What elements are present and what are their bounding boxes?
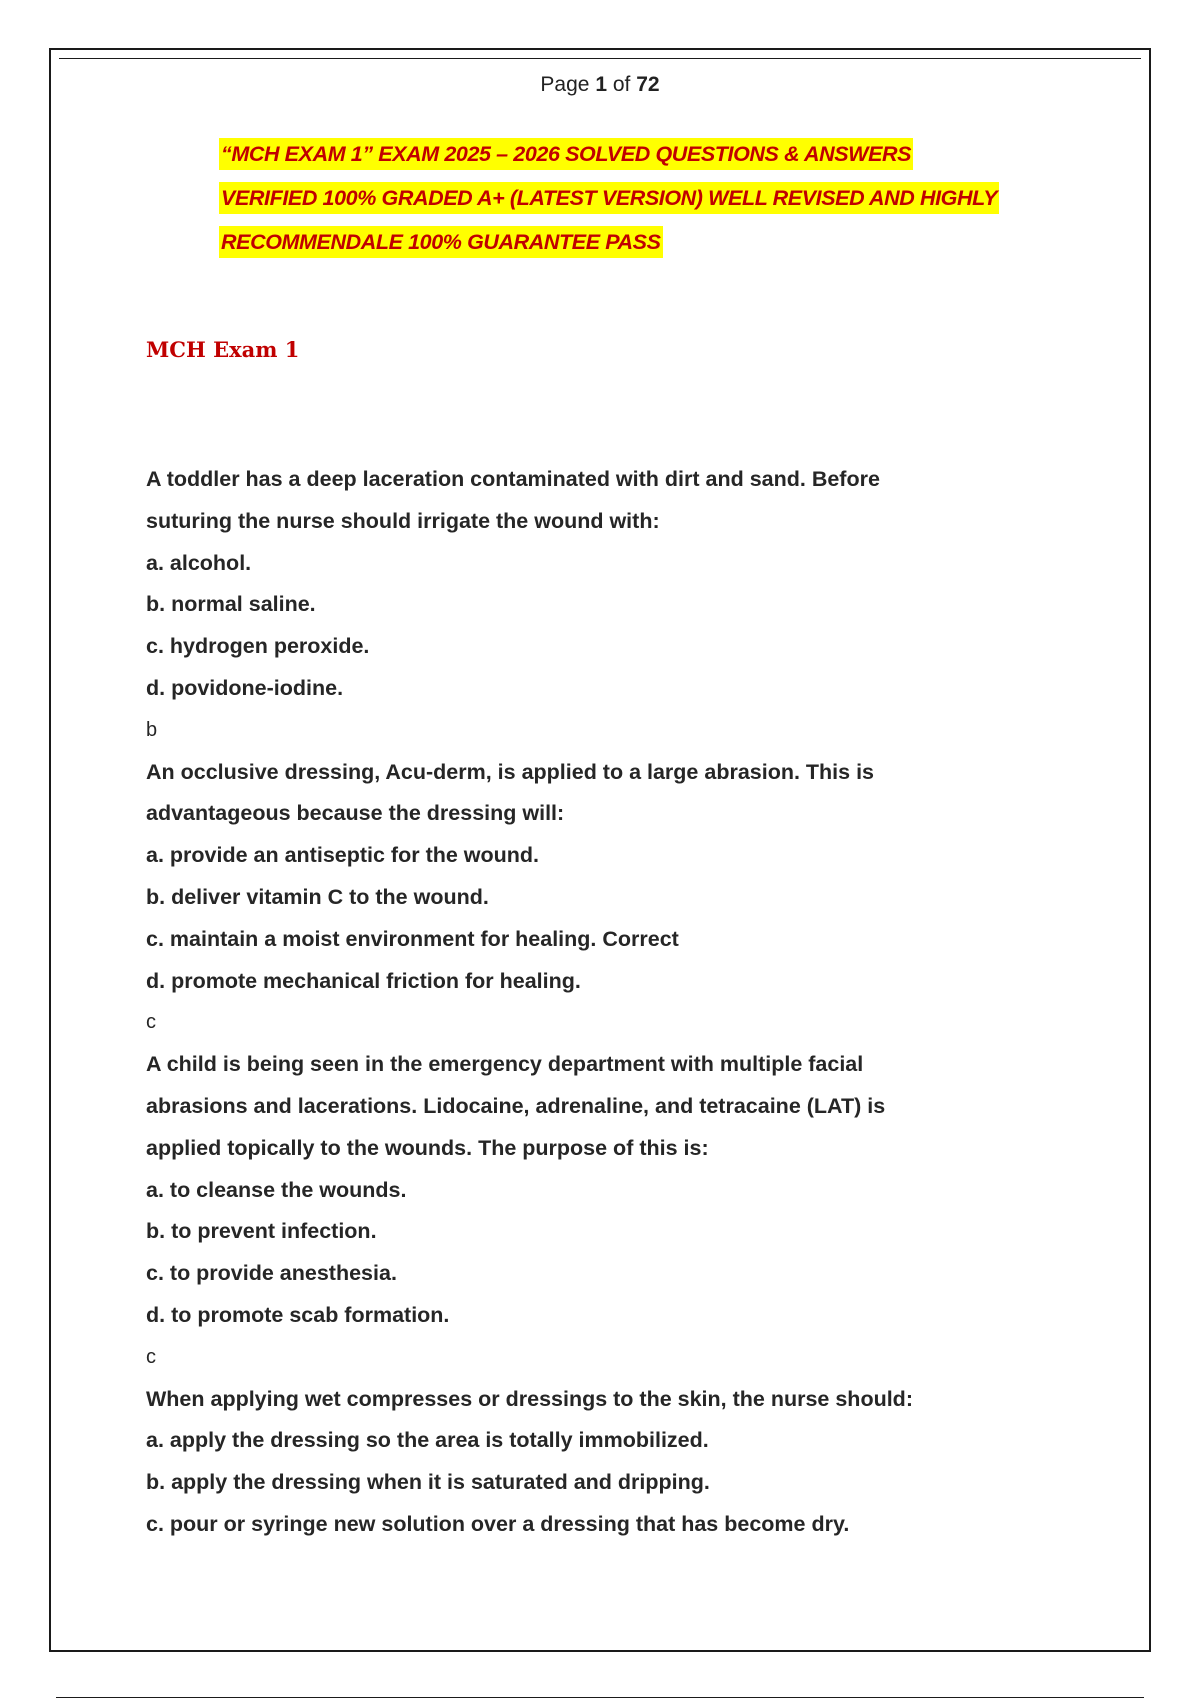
title-banner bbox=[219, 132, 1119, 264]
correct-answer: c bbox=[146, 1345, 156, 1368]
answer-option: b. apply the dressing when it is saturated and dripping. bbox=[146, 1470, 710, 1495]
banner-line bbox=[219, 220, 1119, 264]
banner-line-text: VERIFIED 100% GRADED A+ (LATEST VERSION) WELL REVISED AND HIGHLY bbox=[219, 182, 999, 214]
page-total: 72 bbox=[636, 73, 660, 96]
question-stem-line: applied topically to the wounds. The purpose of this is: bbox=[146, 1135, 709, 1160]
answer-option: d. to promote scab formation. bbox=[146, 1302, 450, 1327]
banner-line bbox=[219, 132, 1119, 176]
page-number bbox=[51, 73, 1149, 97]
question-stem-line: suturing the nurse should irrigate the wound with: bbox=[146, 508, 660, 533]
answer-option: c. pour or syringe new solution over a dressing that has become dry. bbox=[146, 1511, 850, 1536]
page-of: of bbox=[612, 73, 631, 96]
answer-option: b. to prevent infection. bbox=[146, 1219, 377, 1244]
answer-option: a. apply the dressing so the area is totally immobilized. bbox=[146, 1428, 709, 1453]
correct-answer: c bbox=[146, 1011, 156, 1034]
answer-option: a. alcohol. bbox=[146, 550, 252, 575]
correct-answer: b bbox=[146, 718, 158, 741]
page-current: 1 bbox=[595, 73, 607, 96]
page-prefix: Page bbox=[540, 73, 590, 96]
page-frame bbox=[49, 48, 1151, 1652]
frame-top-rule bbox=[59, 58, 1141, 59]
question-stem-line: An occlusive dressing, Acu-derm, is applied to a large abrasion. This is bbox=[146, 759, 875, 784]
answer-option: b. normal saline. bbox=[146, 592, 316, 617]
question-list bbox=[146, 459, 1106, 1546]
next-page-top-rule bbox=[56, 1697, 1144, 1698]
banner-line bbox=[219, 176, 1119, 220]
answer-option: a. to cleanse the wounds. bbox=[146, 1177, 407, 1202]
banner-line-text: “MCH EXAM 1” EXAM 2025 – 2026 SOLVED QUESTIONS & ANSWERS bbox=[219, 138, 913, 170]
answer-option: c. maintain a moist environment for healing. Correct bbox=[146, 926, 679, 951]
question-stem-line: abrasions and lacerations. Lidocaine, adrenaline, and tetracaine (LAT) is bbox=[146, 1093, 886, 1118]
answer-option: a. provide an antiseptic for the wound. bbox=[146, 843, 540, 868]
question-stem-line: A child is being seen in the emergency department with multiple facial bbox=[146, 1052, 864, 1077]
answer-option: c. to provide anesthesia. bbox=[146, 1261, 397, 1286]
answer-option: b. deliver vitamin C to the wound. bbox=[146, 884, 489, 909]
question-stem-line: When applying wet compresses or dressings to the skin, the nurse should: bbox=[146, 1386, 913, 1411]
answer-option: d. povidone-iodine. bbox=[146, 675, 344, 700]
question-stem-line: A toddler has a deep laceration contaminated with dirt and sand. Before bbox=[146, 467, 880, 491]
banner-line-text: RECOMMENDALE 100% GUARANTEE PASS bbox=[219, 226, 663, 258]
question-stem-line: advantageous because the dressing will: bbox=[146, 801, 565, 826]
answer-option: d. promote mechanical friction for healing. bbox=[146, 968, 581, 993]
answer-option: c. hydrogen peroxide. bbox=[146, 634, 370, 659]
subject-title: MCH Exam 1 bbox=[146, 337, 300, 362]
